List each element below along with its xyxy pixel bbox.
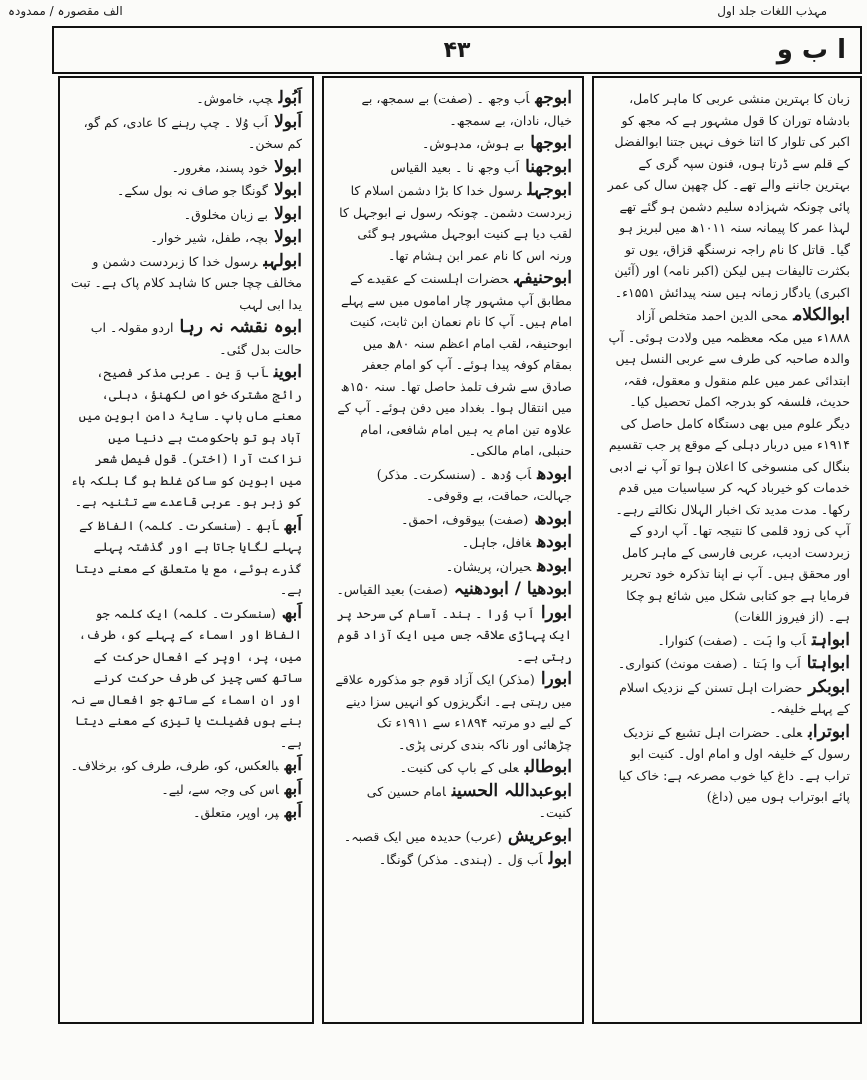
entry-headword: ابودھیا / ابودھنیہ [453, 579, 572, 599]
dictionary-entry [70, 603, 302, 754]
entry-definition: حضرات اہل تسنن کے نزدیک اسلام کے پہلے خلیفہ۔ [619, 679, 850, 716]
entry-headword: ابوجھ [535, 88, 572, 108]
entry-headword: ابوطالب [524, 757, 572, 777]
entry-headword: اَبھ [284, 514, 302, 535]
entry-definition: بے زبان مخلوق۔ [183, 206, 269, 222]
entry-definition: غافل، جاہل۔ [461, 535, 532, 550]
entry-headword: ابوجھا [530, 133, 572, 153]
dictionary-entry [604, 88, 850, 303]
dictionary-entry [604, 722, 850, 808]
entry-definition: اَب وجھ ۔ (صفت) بے سمجھ، بے خیال، نادان، بے سمجھ۔ [361, 91, 572, 128]
dictionary-entry [604, 653, 850, 675]
dictionary-entry [334, 781, 572, 824]
entry-headword: ابوحنیفہ [514, 268, 572, 288]
dictionary-entry [70, 802, 302, 824]
page-title-box [52, 26, 862, 74]
entry-headword: ابورا [540, 669, 572, 689]
entry-headword: ابولا [274, 180, 302, 200]
dictionary-entry [334, 88, 572, 131]
entry-definition: (صفت) بیوقوف، احمق۔ [401, 511, 529, 527]
entry-headword: ابواہت [811, 629, 850, 650]
dictionary-entry [334, 757, 572, 779]
entry-headword: ابوعبداللہ الحسین [451, 780, 572, 801]
entry-definition: اس کی وجہ سے، لیے۔ [161, 781, 279, 797]
entry-headword: اَبھ [284, 802, 302, 822]
entry-definition: بے ہوش، مدہوش۔ [422, 136, 525, 151]
entry-headword: اَبُول [278, 88, 302, 108]
dictionary-entry [334, 579, 572, 601]
entry-headword: اَبولا [274, 111, 302, 132]
dictionary-entry [70, 362, 302, 513]
dictionary-entry [334, 157, 572, 179]
dictionary-entry [604, 305, 850, 628]
entry-headword: ابولہب [263, 250, 302, 271]
entry-definition: امام حسین کی کنیت۔ [366, 783, 572, 820]
entry-headword: ابوتراب [808, 721, 850, 742]
entry-headword: اَبھ [284, 755, 302, 775]
entry-definition: حیران، پریشان۔ [445, 558, 532, 574]
entry-headword: ابورا [540, 602, 572, 623]
entry-definition: (مذکر) ایک آزاد قوم جو مذکورہ علاقے میں رہتی ہے۔ انگریزوں کو انہیں سزا دینے کے لیے دو مرتبہ ۱۸۹۴ء سے ۱۹۱۱ء تک چڑھائی اور ناکہ بندی کرنی پڑی۔ [335, 672, 572, 752]
dictionary-entry [70, 779, 302, 801]
entry-headword: ابولا [274, 156, 302, 177]
dictionary-entry [334, 532, 572, 554]
entry-headword: اَبھ [284, 778, 302, 799]
entry-headword: ابوجہل [527, 180, 572, 200]
entry-headword: اَبھ [281, 602, 302, 623]
dictionary-entry [334, 180, 572, 266]
entry-definition: (سنسکرت۔ کلمہ) ایک کلمہ جو الفاظ اور اسماء کے پہلے کو، طرف، میں، پر، اوپر کے افعال حرکت کے ساتھ کسی چیز کی طرف حرکت کرنے اور ان اسماء کے ساتھ جو افعال سے نہ بنے ہوں فضیلت یا تیزی کے معنے دیتا ہے۔ [70, 605, 302, 750]
column-left [58, 76, 314, 1024]
entry-definition: بچہ، طفل، شیر خوار۔ [150, 230, 269, 245]
dictionary-entry [70, 112, 302, 155]
dictionary-entry [334, 509, 572, 531]
dictionary-entry [70, 227, 302, 249]
section-letters: ا ب و [776, 35, 846, 65]
entry-headword: ابودھ [537, 532, 572, 552]
column-right [592, 76, 862, 1024]
dictionary-entry [70, 251, 302, 316]
dictionary-entry [334, 669, 572, 755]
entry-headword: ابولا [274, 227, 302, 247]
entry-definition: گونگا جو صاف نہ بول سکے۔ [117, 183, 269, 198]
dictionary-entry [334, 464, 572, 507]
page-number: ۴۳ [443, 38, 471, 63]
entry-definition: اَب وا ہَتا ۔ (صفت مونث) کنواری۔ [617, 656, 801, 671]
entry-definition: اَب وَ ین ۔ عربی مذکر فصیح، رائج مشترک خواص لکھنؤ، دہلی، معنے ماں باپ۔ سایۂ دامن ابوین میں آباد ہو تو باحکومت ہے دنیا میں نزاکت آرا (اختر)۔ قول فیصل شعر میں ابوین کو ساکن غلط ہو گا بلکہ باء کو زبر ہو۔ عربی قاعدے سے تثنیہ ہے۔ [70, 365, 302, 509]
dictionary-entry [70, 157, 302, 179]
entry-definition: خود پسند، مغرور۔ [171, 159, 269, 175]
dictionary-entry [334, 826, 572, 848]
dictionary-entry [70, 88, 302, 110]
dictionary-entry [70, 204, 302, 226]
dictionary-entry [70, 317, 302, 360]
entry-definition: اَبھ ۔ (سنسکرت۔ کلمہ) الفاظ کے پہلے لگایا جاتا ہے اور گذشتہ پہلے گذرے ہوئے، مع یا متعلق کے معنے دیتا ہے۔ [74, 517, 302, 597]
column-middle [322, 76, 584, 1024]
entry-definition: محی الدین احمد متخلص آزاد ۱۸۸۸ء میں مکہ معظمہ میں ولادت ہوئی۔ آپ والدہ صاحبہ کی طرف سے عربی النسل ہیں ابتدائی عمر میں علم منقول و معقول، فقہ، حدیث، فلسفہ کو بدرجہ اکمل تحصیل کیا۔ دیگر علوم میں بھی دستگاہ کامل حاصل کی ۱۹۱۴ء میں دربار دہلی کے موقع پر جب تقسیم بنگال کی منسوخی کا اعلان ہوا تو آپ نے ادبی خدمات کو خیرباد کہہ کر سیاسیات میں قدم رکھا۔ مدت مدید تک اخبار الہلال نکالتے رہے۔ آپ کی زود قلمی کا نتیجہ تھا۔ آپ اردو کے زبردست ادیب، عربی فارسی کے ماہر کامل اور محقق ہیں۔ آپ نے اپنا تذکرہ خود تحریر فرمایا ہے جو کتابی شکل میں شائع ہو چکا ہے۔ (از فیروز اللغات) [608, 308, 850, 624]
dictionary-entry [70, 515, 302, 601]
dictionary-entry [334, 603, 572, 668]
entry-definition: اَب وُلا ۔ چپ رہنے کا عادی، کم گو، کم سخن۔ [83, 114, 302, 151]
dictionary-entry [334, 849, 572, 871]
dictionary-entry [604, 677, 850, 720]
entry-definition: اردو مقولہ۔ اب حالت بدل گئی۔ [90, 320, 302, 357]
running-head-right: مہذب اللغات جلد اول [717, 4, 827, 18]
entry-headword: ابودھ [534, 508, 572, 529]
entry-definition: بالعکس، کو، طرف، طرف کو، برخلاف۔ [70, 758, 279, 773]
entry-definition: اَب وجھ نا ۔ بعید القیاس [390, 159, 520, 175]
entry-headword: ابوہ نقشہ نہ رہا [179, 317, 302, 337]
dictionary-entry [70, 755, 302, 777]
entry-definition: پر، اوپر، متعلق۔ [193, 805, 279, 820]
entry-headword: ابودھ [537, 555, 572, 576]
entry-definition: چپ، خاموش۔ [196, 91, 273, 106]
entry-definition: زبان کا بہترین منشی عربی کا ماہر کامل، بادشاہ توران کا قول مشہور ہے کہ مجھ کو اکبر کی تلوار کا اتنا خوف نہیں جتنا ابوالفضل کے قلم سے ڈرتا ہوں، فنون سپہ گری کے بہترین جاننے والے تھے۔ کل چھپن سال کی عمر پائی چونکہ شہزادہ سلیم دشمن ہو گئے تھے لہذا عمر کا پیمانہ سنہ ۱۰۱۱ھ میں لبریز ہو گیا۔ قاتل کا نام راجہ نرسنگھ قزاق، یوں تو بکثرت تالیفات ہیں لیکن (اکبر نامہ) اور (آئین اکبری) یادگار زمانہ ہیں سنہ پیدائش ۱۵۵۱ء۔ [607, 91, 850, 300]
dictionary-entry [334, 133, 572, 155]
entry-headword: ابوعریش [507, 825, 572, 846]
dictionary-entry [70, 180, 302, 202]
entry-definition: اَب وُدھ ۔ (سنسکرت۔ مذکر) جہالت، حماقت، بے وقوفی۔ [376, 466, 572, 503]
entry-definition: علی۔ حضرات اہل تشیع کے نزدیک رسول کے خلیفہ اول و امام اول۔ کنیت ابو تراب ہے۔ داغ کیا خوب مصرعہ ہے: خاک کیا پائے ابوتراب ہوں میں (داغ) [618, 724, 850, 804]
entry-headword: ابوجھنا [525, 156, 572, 177]
dictionary-entry [334, 268, 572, 462]
running-head-left: الف مقصورہ / ممدودہ [8, 4, 123, 18]
entry-headword: ابولا [274, 203, 302, 224]
entry-headword: ابواہتا [806, 653, 850, 673]
entry-headword: ابوالکلام [793, 305, 850, 325]
dictionary-entry [334, 556, 572, 578]
entry-definition: (عرب) حدیدہ میں ایک قصبہ۔ [343, 828, 502, 844]
entry-definition: اَب وُرا ۔ ہند۔ آسام کی سرحد پر ایک پہاڑی علاقہ جس میں ایک آزاد قوم رہتی ہے۔ [337, 605, 572, 664]
entry-definition: اَب وَل ۔ (ہندی۔ مذکر) گونگا۔ [378, 852, 543, 867]
dictionary-entry [604, 630, 850, 652]
entry-definition: (صفت) بعید القیاس۔ [336, 582, 448, 597]
entry-headword: ابوین [273, 362, 302, 382]
entry-definition: رسول خدا کا بڑا دشمن اسلام کا زبردست دشمن۔ چونکہ رسول نے ابوجہل کا لقب دیا ہے کنیت ابوجہل مشہور ہو گئی ورنہ اس کا نام عمر ابن ہشام تھا۔ [339, 183, 572, 263]
entry-headword: ابوبکر [808, 676, 850, 697]
entry-definition: حضرات اہلسنت کے عقیدے کے مطابق آپ مشہور چار اماموں میں سے پہلے امام ہیں۔ آپ کا نام نعمان ابن ثابت، کنیت ابوحنیفہ، لقب امام اعظم سنہ ۸۰ھ میں بمقام کوفہ پیدا ہوئے۔ آپ کو امام جعفر صادق سے شرف تلمذ حاصل تھا۔ سنہ ۱۵۰ھ میں انتقال ہوا۔ بغداد میں دفن ہوئے۔ آپ کے علاوہ تین امام یہ ہیں امام شافعی، امام حنبلی، امام مالکی۔ [337, 271, 572, 458]
entry-definition: علی کے باپ کی کنیت۔ [399, 760, 519, 775]
entry-headword: ابودھ [537, 463, 572, 484]
entry-definition: اَب وا ہَت ۔ (صفت) کنوارا۔ [657, 632, 806, 648]
entry-headword: ابول [548, 849, 572, 869]
entry-definition: رسول خدا کا زبردست دشمن و مخالف چچا جس کا شاہد کلام پاک ہے۔ تبت یدا ابی لہب [70, 253, 302, 312]
